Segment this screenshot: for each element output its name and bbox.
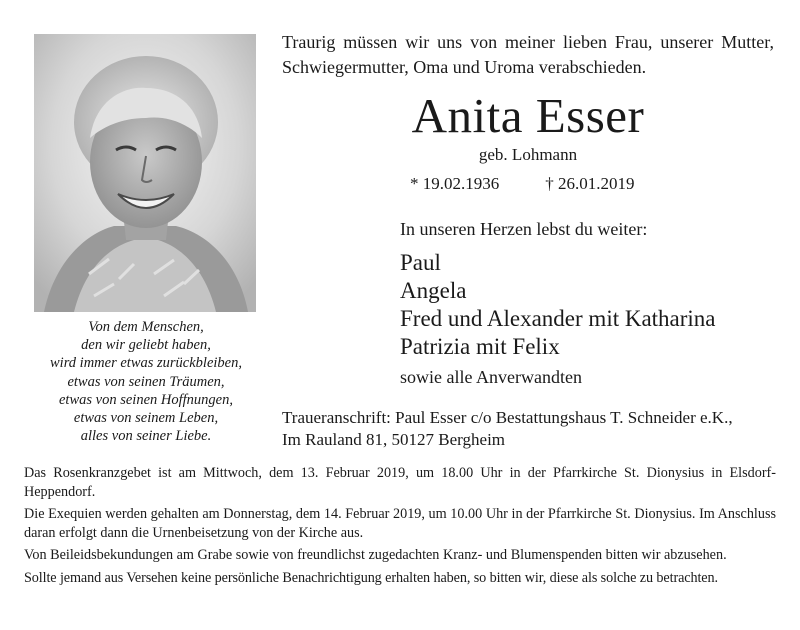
address-line: Traueranschrift: Paul Esser c/o Bestattungshaus T. Schneider e.K., bbox=[282, 408, 733, 427]
poem-line: den wir geliebt haben, bbox=[81, 337, 211, 354]
poem-line: etwas von seinen Hoffnungen, bbox=[59, 391, 233, 408]
poem-line: etwas von seinen Träumen, bbox=[67, 373, 225, 390]
relatives-line: sowie alle Anverwandten bbox=[400, 367, 582, 387]
mourners-list bbox=[400, 249, 716, 361]
portrait-illustration bbox=[34, 34, 256, 312]
notification-notice: Sollte jemand aus Versehen keine persönliche Benachrichtigung erhalten haben, so bitten wir, diese als solche zu betrachten. bbox=[24, 569, 718, 586]
funeral-notice: Die Exequien werden gehalten am Donnerstag, dem 14. Februar 2019, um 10.00 Uhr in der Pfarrkirche St. Dionysius. Im Anschluss daran erfolgt dann die Urnenbeisetzung von der Kirche aus. bbox=[24, 506, 776, 541]
memorial-poem bbox=[24, 318, 268, 445]
maiden-name: geb. Lohmann bbox=[478, 145, 578, 164]
address-line: Im Rauland 81, 50127 Bergheim bbox=[282, 430, 506, 449]
life-dates bbox=[410, 173, 635, 195]
mourner-name: Angela bbox=[400, 278, 467, 303]
intro-text: Traurig müssen wir uns von meiner lieben Frau, unserer Mutter, Schwiegermutter, Oma und Uroma verabschieden. bbox=[282, 32, 774, 77]
death-date: † 26.01.2019 bbox=[545, 174, 635, 193]
rosary-notice: Das Rosenkranzgebet ist am Mittwoch, dem 13. Februar 2019, um 18.00 Uhr in der Pfarrkirche St. Dionysius in Elsdorf-Heppendorf. bbox=[24, 465, 776, 500]
mourning-address bbox=[282, 407, 774, 451]
birth-date: * 19.02.1936 bbox=[410, 174, 500, 193]
service-notices bbox=[24, 464, 776, 591]
deceased-name: Anita Esser bbox=[411, 88, 645, 143]
poem-line: wird immer etwas zurückbleiben, bbox=[50, 355, 242, 372]
condolence-notice: Von Beileidsbekundungen am Grabe sowie von freundlichst zugedachten Kranz- und Blumenspenden bitten wir abzusehen. bbox=[24, 547, 727, 563]
mourner-name: Fred und Alexander mit Katharina bbox=[400, 306, 716, 331]
poem-line: alles von seiner Liebe. bbox=[80, 428, 212, 445]
mourner-name: Patrizia mit Felix bbox=[400, 334, 560, 359]
portrait-photo bbox=[34, 34, 256, 312]
poem-line: Von dem Menschen, bbox=[88, 319, 204, 335]
heart-line: In unseren Herzen lebst du weiter: bbox=[400, 219, 648, 239]
mourner-name: Paul bbox=[400, 250, 441, 275]
poem-line: etwas von seinem Leben, bbox=[73, 410, 219, 427]
